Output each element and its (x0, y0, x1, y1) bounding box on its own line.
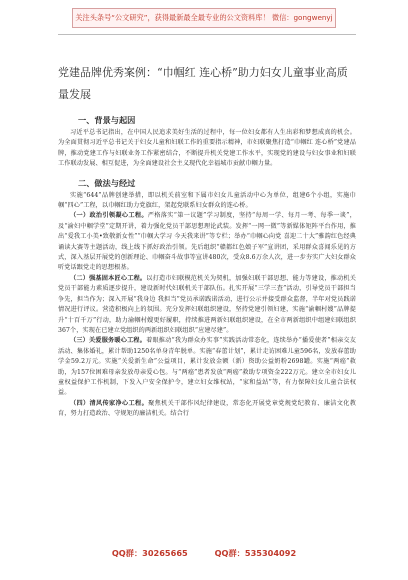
paragraph: （一）政治引领凝心工程。严格落实“第一议题”学习制度，坚持“每周一学、每月一考、每季一谈”，及“渝妇中帼学堂”定期开讲，着力强化党员干部思想理论武装。发挥“一网一微”等新媒体矩阵平台作用，推出“爱我工小美•致敬新女性”“巾帼大学习 今天我来讲”等专栏；举办“巾帼心向党 喜迎二十大”雅韵红色经典诵读大赛等主题活动，线上线下抓好政治引领。先后组织“赣都红色娘子军”宣讲团，采用群众喜闻乐见的方式，深入基层开展党的创新理论、巾帼奋斗故事等宣讲480次，受众8.6万余人次，进一步夯实广大妇女群众听党话跟党走的思想根基。 (58, 212, 357, 272)
document-body (58, 62, 356, 420)
subheading: （一）政治引领凝心工程。 (70, 212, 148, 220)
section-heading-background: 一、背景与起因 (78, 115, 136, 125)
subheading: （二）强基固本匠心工程。 (70, 274, 147, 282)
section-heading-practice: 二、做法与经过 (78, 177, 136, 188)
promo-banner: 关注头条号“公文研究”，获得最新最全最专业的公文资料库！ 微信：gongwenyj (72, 8, 336, 28)
paragraph: （三）关爱服务暖心工程。着眼推动“我为群众办实事”实践活动常态化，连续举办“播爱使者”相亲交友活动、集体婚礼，累计帮助1250名单身青年脱单。实施“春蕾计划”，累计走访困难儿童596名，发放春蕾助学金59.2万元。实施“关爱新生命”公益项目，累计发放金额（新）资助公益奶粉2698罐。实施“两癌”救助，为157位困难母亲发放母亲爱心包。与“两癌”患者发放“两癌”救助专项资金222万元。建立全市妇女儿童权益保护工作机制，下发入户安全保护令，建立妇女维权站，“家和益站”等，有力保障妇女儿童合法权益。 (58, 337, 357, 397)
footer-contacts (0, 548, 408, 564)
paragraph: 实施“644”品牌创建举措，即以机关前室和下属市妇女儿童活动中心为单位，组建6个小组，实施巾帼“四心”工程，以巾帼红助力党旗红，架起党联系妇女群众的连心桥。 (58, 191, 356, 210)
qq-group-2: QQ群：535304092 (214, 548, 297, 558)
subheading: （三）关爱服务暖心工程。 (70, 337, 147, 345)
paragraph: （四）清风传家净心工程。聚焦机关干部作风纪律建设，常态化开展党章党规党纪教育、廉洁文化教育，努力打造政治、守规矩的廉洁机关。结合行 (58, 399, 357, 418)
paragraph: 习近平总书记指出，在中国人民追求美好生活的过程中，每一位妇女都有人生出彩和梦想成真的机会。为全面贯彻习近平总书记关于妇女儿童和妇联工作的重要指示精神，市妇联聚焦打造“巾帼红 连心桥”党建品牌，推动党建工作与妇联业务工作紧密结合，不断提升机关党建工作水平，实现党的建设与妇女事业和妇联工作联动发展、相互促进，为全面建设社会主义现代化幸福城市贡献巾帼力量。 (58, 129, 356, 168)
header-divider (58, 34, 356, 35)
paragraph: （二）强基固本匠心工程。以打造市妇联模范机关为契机，加强妇联干部思想、能力等建设，推动机关党员干部能力素质逐步提升，建设新时代妇联机关干部队伍。扎实开展“三学三查”活动，引导党员干部担当争先，担当作为；深入开展“我身边 我担当”党员承诺践诺活动，进行公示并接受群众监督，半年对党员践诺情况进行评议。营造积极向上的氛围。充分发挥妇联组织建设，坚持党建引领妇建，实施“渝帼村嫂”品牌提升“十百千万”行动，助力渝帼村嫂更好履职，持续推进两新妇联组织建设，在全市两新组织中组建妇联组织367个，实现在已建立党组织的两新组织妇联组织“应建尽建”。 (58, 274, 356, 334)
subheading: （四）清风传家净心工程。 (70, 399, 149, 407)
document-title: 党建品牌优秀案例：“巾帼红 连心桥”助力妇女儿童事业高质量发展 (58, 66, 348, 101)
qq-group-1: QQ群：30265665 (111, 548, 188, 558)
